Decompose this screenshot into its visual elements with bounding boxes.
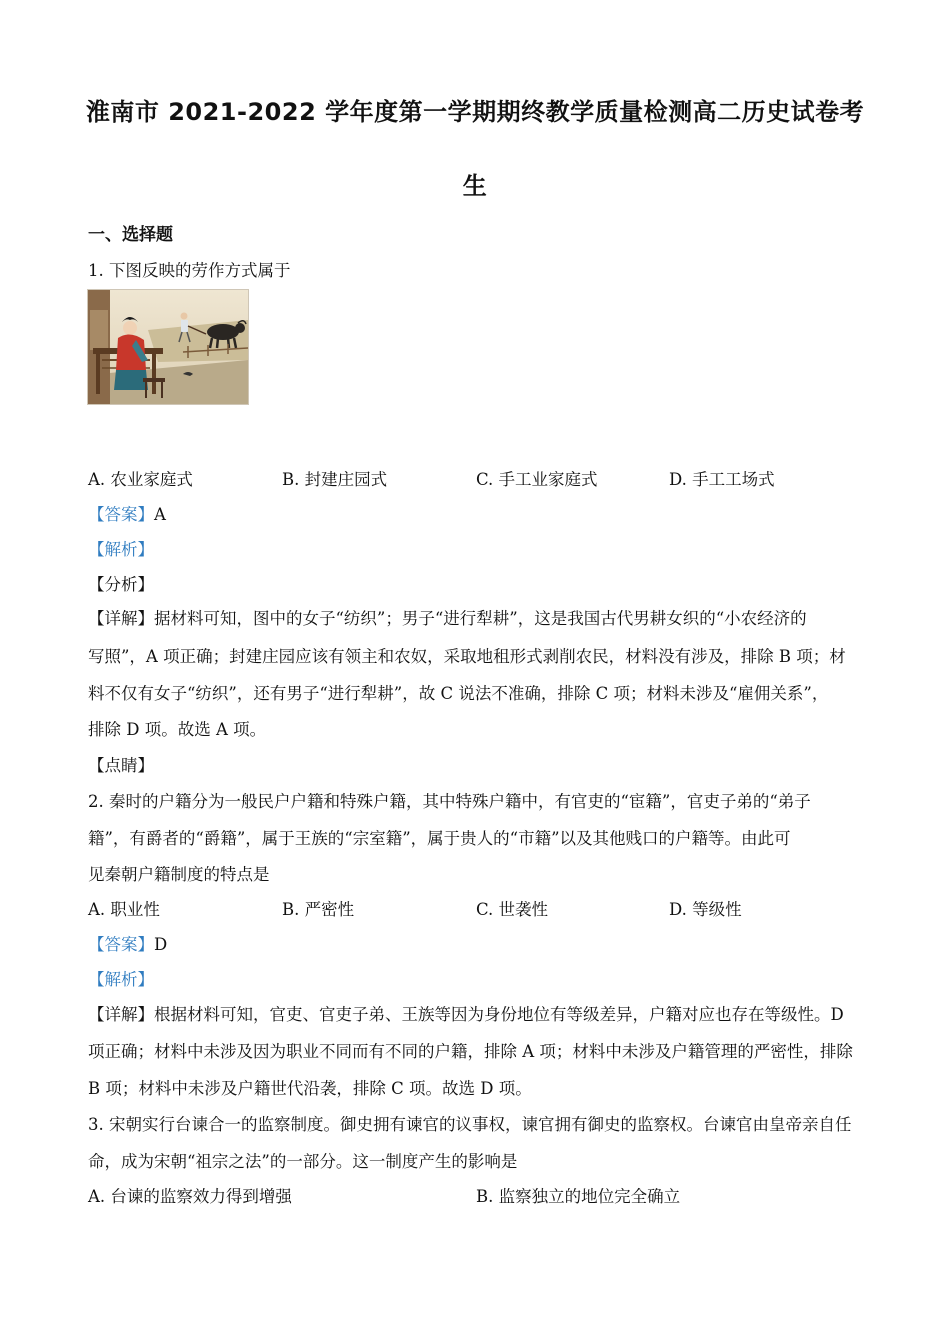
question-3-stem-line: 3. 宋朝实行台谏合一的监察制度。御史拥有谏官的议事权，谏官拥有御史的监察权。台谏官由皇帝亲自任 <box>88 1115 852 1134</box>
question-2-answer <box>88 931 167 955</box>
question-2-option-b: B. 严密性 <box>282 900 355 919</box>
question-1-stem: 1. 下图反映的劳作方式属于 <box>88 261 291 280</box>
question-2-detail-line: 项正确；材料中未涉及因为职业不同而有不同的户籍，排除 A 项；材料中未涉及户籍管理的严密性，排除 <box>88 1042 853 1061</box>
question-2-stem-line: 见秦朝户籍制度的特点是 <box>88 865 270 884</box>
answer-tag: 【答案】 <box>88 935 154 954</box>
weaving-plowing-painting <box>88 290 248 404</box>
question-1-fenxi-tag: 【分析】 <box>88 575 154 594</box>
question-1-detail-line: 【详解】据材料可知，图中的女子“纺织”；男子“进行犁耕”，这是我国古代男耕女织的“小农经济的 <box>88 609 807 628</box>
question-2-detail-line: B 项；材料中未涉及户籍世代沿袭，排除 C 项。故选 D 项。 <box>88 1079 532 1098</box>
question-1-option-c: C. 手工业家庭式 <box>476 470 598 489</box>
question-1-illustration <box>87 289 249 405</box>
question-1-detail-line: 料不仅有女子“纺织”，还有男子“进行犁耕”，故 C 说法不准确，排除 C 项；材料未涉及“雇佣关系”， <box>88 684 829 703</box>
question-2-option-a: A. 职业性 <box>88 900 160 919</box>
question-2-stem-line: 籍”，有爵者的“爵籍”，属于王族的“宗室籍”，属于贵人的“市籍”以及其他贱口的户籍等。由此可 <box>88 829 791 848</box>
page-title-continued: 生 <box>462 172 488 200</box>
question-2-stem-line: 2. 秦时的户籍分为一般民户户籍和特殊户籍，其中特殊户籍中，有官吏的“宦籍”，官吏子弟的“弟子 <box>88 792 811 811</box>
question-3-option-b: B. 监察独立的地位完全确立 <box>476 1187 681 1206</box>
question-1-dianjing-tag: 【点睛】 <box>88 756 154 775</box>
question-1-detail-line: 排除 D 项。故选 A 项。 <box>88 720 267 739</box>
section-heading: 一、选择题 <box>88 225 173 245</box>
question-2-option-c: C. 世袭性 <box>476 900 549 919</box>
question-2-analysis-tag: 【解析】 <box>88 970 154 989</box>
question-1-answer <box>88 501 166 525</box>
question-1-option-d: D. 手工工场式 <box>669 470 775 489</box>
page-title: 淮南市 2021-2022 学年度第一学期期终教学质量检测高二历史试卷考 <box>85 98 865 126</box>
question-2-detail-line: 【详解】根据材料可知，官吏、官吏子弟、王族等因为身份地位有等级差异，户籍对应也存在等级性。D <box>88 1005 844 1024</box>
answer-tag: 【答案】 <box>88 505 154 524</box>
question-1-option-a: A. 农业家庭式 <box>88 470 193 489</box>
question-1-analysis-tag: 【解析】 <box>88 540 154 559</box>
question-1-detail-line: 写照”，A 项正确；封建庄园应该有领主和农奴，采取地租形式剥削农民，材料没有涉及，排除 B 项；材 <box>88 647 846 666</box>
answer-value: A <box>154 505 166 524</box>
question-3-stem-line: 命，成为宋朝“祖宗之法”的一部分。这一制度产生的影响是 <box>88 1152 518 1171</box>
question-1-option-b: B. 封建庄园式 <box>282 470 388 489</box>
question-2-option-d: D. 等级性 <box>669 900 742 919</box>
answer-value: D <box>154 935 168 954</box>
question-3-option-a: A. 台谏的监察效力得到增强 <box>88 1187 292 1206</box>
